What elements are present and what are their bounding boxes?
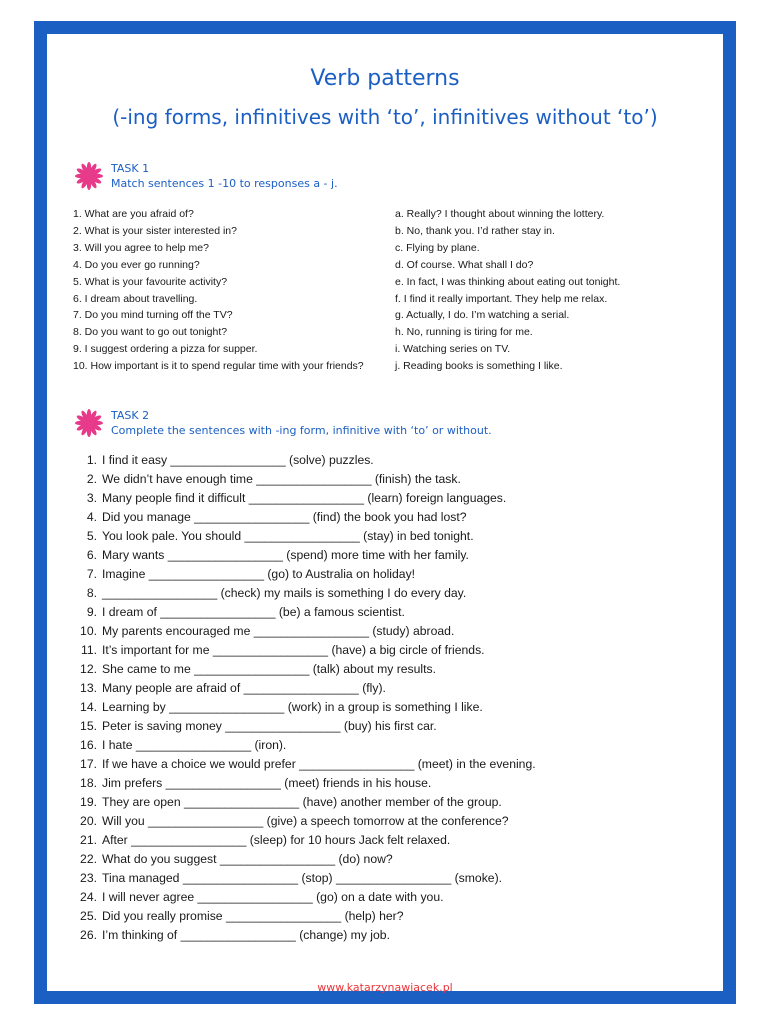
task1-label: TASK 1 bbox=[111, 162, 150, 175]
sentence-text: Jim prefers _________________ (meet) friends in his house. bbox=[102, 776, 432, 790]
sentence-item bbox=[73, 565, 536, 584]
sentence-text: My parents encouraged me _________________ (study) abroad. bbox=[102, 624, 455, 638]
sentence-item bbox=[73, 603, 536, 622]
response-item: j. Reading books is something I like. bbox=[395, 360, 563, 373]
sentence-text: _________________ (check) my mails is something I do every day. bbox=[102, 586, 467, 600]
sentence-text: I’m thinking of _________________ (change) my job. bbox=[102, 928, 390, 942]
page-title: Verb patterns bbox=[310, 66, 460, 91]
sentence-text: Did you really promise _________________ (help) her? bbox=[102, 909, 404, 923]
sentence-number: 17. bbox=[80, 757, 97, 771]
sentence-item bbox=[73, 508, 536, 527]
sentence-number: 10. bbox=[80, 624, 97, 638]
question-item: 10. How important is it to spend regular time with your friends? bbox=[73, 360, 364, 373]
sentence-item bbox=[73, 451, 536, 470]
sentence-text: They are open _________________ (have) another member of the group. bbox=[102, 795, 502, 809]
response-item: a. Really? I thought about winning the lottery. bbox=[395, 208, 605, 220]
response-item: i. Watching series on TV. bbox=[395, 343, 511, 356]
sentence-text: I find it easy _________________ (solve) puzzles. bbox=[102, 453, 374, 467]
sentence-item bbox=[73, 926, 536, 945]
sentence-item bbox=[73, 546, 536, 565]
sentence-item bbox=[73, 736, 536, 755]
sentence-item bbox=[73, 470, 536, 489]
sentence-item bbox=[73, 641, 536, 660]
sentence-item bbox=[73, 793, 536, 812]
sentence-text: Will you _________________ (give) a speech tomorrow at the conference? bbox=[102, 814, 509, 828]
task2-label: TASK 2 bbox=[111, 409, 150, 422]
sentence-text: It’s important for me _________________ (have) a big circle of friends. bbox=[102, 643, 485, 657]
sentence-item bbox=[73, 869, 536, 888]
sentence-item bbox=[73, 527, 536, 546]
sentence-item bbox=[73, 622, 536, 641]
sentence-text: After _________________ (sleep) for 10 hours Jack felt relaxed. bbox=[102, 833, 451, 847]
sentence-item bbox=[73, 831, 536, 850]
sentence-text: Peter is saving money _________________ (buy) his first car. bbox=[102, 719, 437, 733]
sentence-number: 16. bbox=[80, 738, 97, 752]
question-item: 1. What are you afraid of? bbox=[73, 208, 194, 220]
sentence-text: Tina managed _________________ (stop) _________________ (smoke). bbox=[102, 871, 503, 885]
response-item: h. No, running is tiring for me. bbox=[395, 326, 533, 339]
sentence-number: 19. bbox=[80, 795, 97, 809]
sentence-item bbox=[73, 489, 536, 508]
sentence-item bbox=[73, 907, 536, 926]
sentence-item bbox=[73, 584, 536, 603]
footer-url: www.katarzynawiacek.pl bbox=[317, 981, 453, 994]
task2-sentences bbox=[73, 451, 536, 945]
task1-responses bbox=[395, 206, 695, 375]
task1-questions bbox=[73, 206, 373, 375]
sentence-number: 11. bbox=[80, 643, 97, 657]
sentence-number: 23. bbox=[80, 871, 97, 885]
question-item: 8. Do you want to go out tonight? bbox=[73, 326, 228, 339]
sentence-number: 25. bbox=[80, 909, 97, 923]
sentence-text: What do you suggest _________________ (do) now? bbox=[102, 852, 393, 866]
question-item: 7. Do you mind turning off the TV? bbox=[73, 309, 233, 322]
sentence-item bbox=[73, 717, 536, 736]
sentence-text: We didn’t have enough time _________________ (finish) the task. bbox=[102, 472, 461, 486]
sentence-number: 15. bbox=[80, 719, 97, 733]
flower-icon bbox=[75, 162, 103, 190]
question-item: 4. Do you ever go running? bbox=[73, 258, 200, 271]
sentence-text: Did you manage _________________ (find) the book you had lost? bbox=[102, 510, 467, 524]
question-item: 3. Will you agree to help me? bbox=[73, 241, 209, 254]
sentence-text: Many people are afraid of _________________ (fly). bbox=[102, 681, 386, 695]
sentence-number: 2. bbox=[86, 472, 97, 486]
sentence-number: 3. bbox=[86, 491, 97, 505]
sentence-text: Many people find it difficult _________________ (learn) foreign languages. bbox=[102, 491, 507, 505]
sentence-item bbox=[73, 812, 536, 831]
sentence-text: I will never agree _________________ (go) on a date with you. bbox=[102, 890, 444, 904]
flower-icon bbox=[75, 409, 103, 437]
sentence-text: Mary wants _________________ (spend) more time with her family. bbox=[102, 548, 469, 562]
sentence-item bbox=[73, 888, 536, 907]
worksheet-frame bbox=[34, 21, 736, 1004]
page-subtitle: (-ing forms, infinitives with ‘to’, infinitives without ‘to’) bbox=[112, 105, 658, 129]
sentence-number: 5. bbox=[86, 529, 97, 543]
sentence-text: I dream of _________________ (be) a famous scientist. bbox=[102, 605, 405, 619]
sentence-number: 12. bbox=[80, 662, 97, 676]
sentence-number: 6. bbox=[86, 548, 97, 562]
question-item: 9. I suggest ordering a pizza for supper. bbox=[73, 343, 258, 356]
sentence-text: Learning by _________________ (work) in a group is something I like. bbox=[102, 700, 483, 714]
sentence-number: 18. bbox=[80, 776, 97, 790]
response-item: e. In fact, I was thinking about eating out tonight. bbox=[395, 275, 621, 288]
sentence-number: 22. bbox=[80, 852, 97, 866]
sentence-number: 7. bbox=[86, 567, 97, 581]
task2-instruction: Complete the sentences with -ing form, infinitive with ‘to’ or without. bbox=[111, 424, 492, 437]
sentence-item bbox=[73, 850, 536, 869]
sentence-item bbox=[73, 774, 536, 793]
sentence-number: 13. bbox=[80, 681, 97, 695]
question-item: 6. I dream about travelling. bbox=[73, 292, 198, 305]
sentence-item bbox=[73, 698, 536, 717]
response-item: b. No, thank you. I’d rather stay in. bbox=[395, 224, 555, 237]
sentence-text: She came to me _________________ (talk) about my results. bbox=[102, 662, 437, 676]
sentence-item bbox=[73, 755, 536, 774]
task1-instruction: Match sentences 1 -10 to responses a - j. bbox=[111, 177, 338, 190]
sentence-number: 26. bbox=[80, 928, 97, 942]
sentence-number: 14. bbox=[80, 700, 97, 714]
sentence-item bbox=[73, 660, 536, 679]
sentence-text: If we have a choice we would prefer _________________ (meet) in the evening. bbox=[102, 757, 536, 771]
sentence-number: 9. bbox=[86, 605, 97, 619]
sentence-number: 20. bbox=[80, 814, 97, 828]
response-item: c. Flying by plane. bbox=[395, 241, 480, 254]
sentence-text: Imagine _________________ (go) to Australia on holiday! bbox=[102, 567, 416, 581]
sentence-text: I hate _________________ (iron). bbox=[102, 738, 287, 752]
response-item: d. Of course. What shall I do? bbox=[395, 258, 534, 271]
question-item: 5. What is your favourite activity? bbox=[73, 275, 228, 288]
sentence-number: 4. bbox=[86, 510, 97, 524]
question-item: 2. What is your sister interested in? bbox=[73, 224, 237, 237]
sentence-number: 21. bbox=[80, 833, 97, 847]
sentence-number: 24. bbox=[80, 890, 97, 904]
response-item: f. I find it really important. They help me relax. bbox=[395, 292, 608, 305]
response-item: g. Actually, I do. I’m watching a serial. bbox=[395, 309, 570, 322]
sentence-number: 1. bbox=[86, 453, 97, 467]
sentence-number: 8. bbox=[86, 586, 97, 600]
sentence-item bbox=[73, 679, 536, 698]
sentence-text: You look pale. You should _________________ (stay) in bed tonight. bbox=[102, 529, 474, 543]
